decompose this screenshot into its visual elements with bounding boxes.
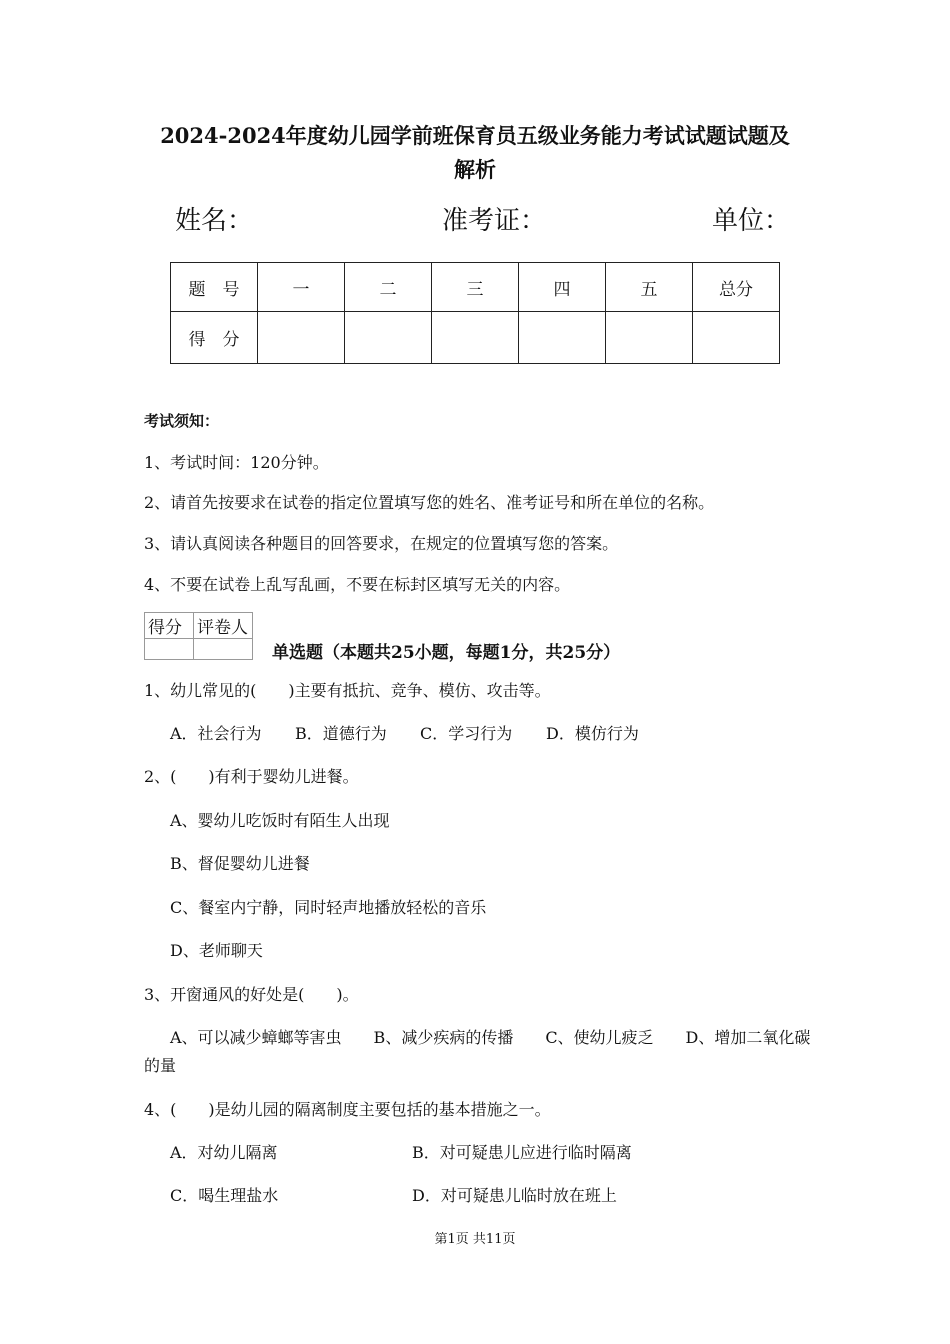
document-title-line-1: 2024-2024年度幼儿园学前班保育员五级业务能力考试试题试题及	[160, 123, 790, 148]
document-title-line-2: 解析	[454, 157, 496, 182]
question-stem: 3、开窗通风的好处是( )。	[144, 985, 359, 1004]
score-cell[interactable]	[519, 312, 606, 364]
notice-item: 3、请认真阅读各种题目的回答要求，在规定的位置填写您的答案。	[144, 534, 619, 553]
score-cell[interactable]	[693, 312, 780, 364]
question-option: B、督促婴幼儿进餐	[170, 854, 310, 873]
question-option: C．喝生理盐水	[170, 1186, 279, 1205]
score-table	[170, 262, 780, 364]
question-option: C．学习行为	[420, 724, 513, 743]
score-table-header-cell: 三	[432, 263, 519, 312]
notice-heading: 考试须知：	[144, 412, 220, 430]
question-option: C、餐室内宁静，同时轻声地播放轻松的音乐	[170, 898, 487, 917]
score-table-row-label: 得 分	[171, 312, 258, 364]
score-table-header-cell: 一	[258, 263, 345, 312]
question-options-line: A、可以减少蟑螂等害虫 B、减少疾病的传播 C、使幼儿疲乏 D、增加二氧化碳	[170, 1028, 811, 1047]
score-cell[interactable]	[432, 312, 519, 364]
question-options-wrap: 的量	[144, 1056, 177, 1075]
grader-box	[144, 612, 253, 660]
score-table-header-row	[171, 263, 780, 312]
notice-item: 1、考试时间：120分钟。	[144, 453, 329, 472]
score-table-header-cell: 二	[345, 263, 432, 312]
question-option: D．模仿行为	[546, 724, 639, 743]
question-stem: 1、幼儿常见的( )主要有抵抗、竞争、模仿、攻击等。	[144, 681, 551, 700]
question-option: B．对可疑患儿应进行临时隔离	[412, 1143, 632, 1162]
page-footer: 第1页 共11页	[434, 1232, 516, 1247]
grader-box-grader-label: 评卷人	[194, 613, 253, 639]
grader-box-score-cell[interactable]	[145, 639, 194, 660]
notice-item: 4、不要在试卷上乱写乱画，不要在标封区填写无关的内容。	[144, 575, 571, 594]
score-cell[interactable]	[606, 312, 693, 364]
notice-item: 2、请首先按要求在试卷的指定位置填写您的姓名、准考证号和所在单位的名称。	[144, 493, 715, 512]
name-field-label: 姓名：	[175, 206, 254, 236]
score-table-header-cell: 四	[519, 263, 606, 312]
question-stem: 2、( )有利于婴幼儿进餐。	[144, 767, 359, 786]
score-table-header-cell: 题 号	[171, 263, 258, 312]
question-option: D、老师聊天	[170, 941, 263, 960]
question-option: D．对可疑患儿临时放在班上	[412, 1186, 617, 1205]
grader-box-score-label: 得分	[145, 613, 194, 639]
score-cell[interactable]	[258, 312, 345, 364]
question-stem: 4、( )是幼儿园的隔离制度主要包括的基本措施之一。	[144, 1100, 551, 1119]
section-title: 单选题（本题共25小题，每题1分，共25分）	[272, 643, 621, 663]
score-table-header-cell: 总分	[693, 263, 780, 312]
question-option: B．道德行为	[295, 724, 387, 743]
unit-field-label: 单位：	[712, 206, 791, 236]
score-cell[interactable]	[345, 312, 432, 364]
score-table-header-cell: 五	[606, 263, 693, 312]
score-table-score-row	[171, 312, 780, 364]
grader-box-grader-cell[interactable]	[194, 639, 253, 660]
exam-id-field-label: 准考证：	[442, 206, 547, 236]
question-option: A．对幼儿隔离	[170, 1143, 278, 1162]
question-option: A、婴幼儿吃饭时有陌生人出现	[170, 811, 390, 830]
question-option: A．社会行为	[170, 724, 262, 743]
